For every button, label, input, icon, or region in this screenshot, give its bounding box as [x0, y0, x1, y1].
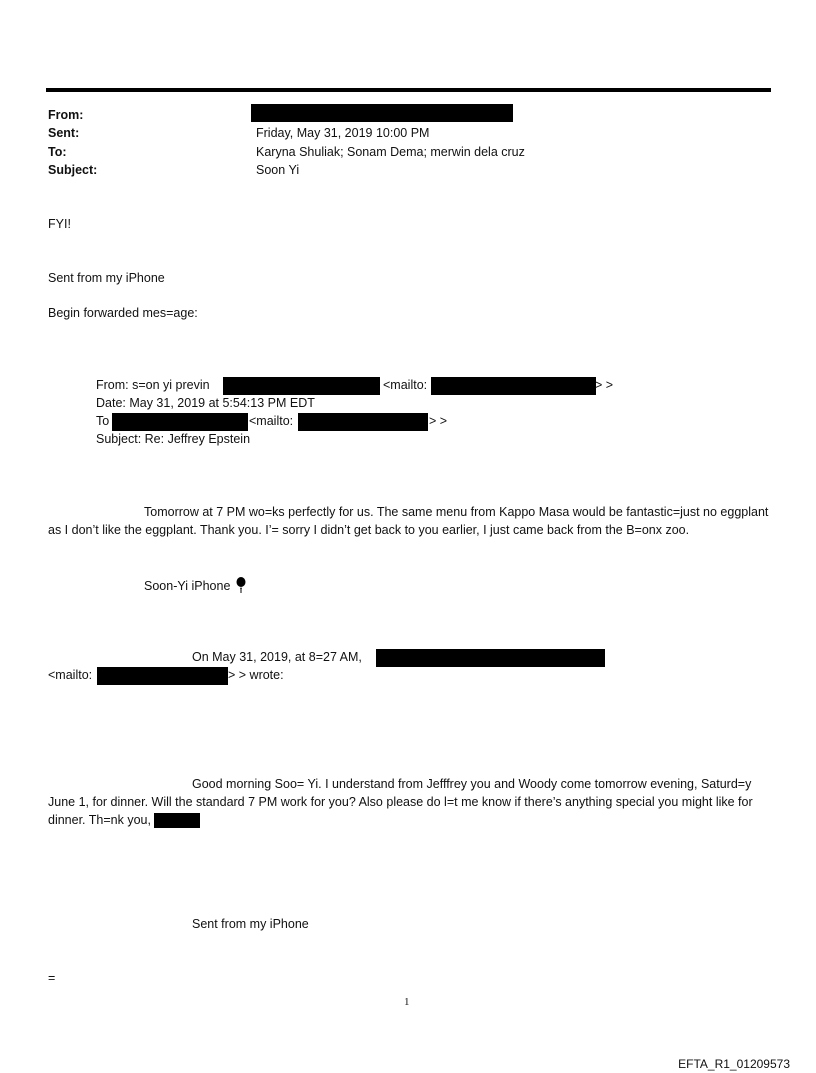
signature-text: Soon-Yi iPhone — [144, 578, 231, 593]
redaction-quoted-email — [97, 667, 228, 685]
fwd-from-mailto: <mailto: — [383, 378, 428, 392]
reply-signature — [144, 577, 246, 596]
sent-value: Friday, May 31, 2019 10:00 PM — [256, 126, 430, 140]
fwd-to-suffix: > > — [429, 414, 448, 428]
header-divider — [46, 88, 771, 92]
fwd-subject-line: Subject: Re: Jeffrey Epstein — [96, 432, 251, 446]
document-id: EFTA_R1_01209573 — [678, 1057, 790, 1071]
quoted-wrote: > > wrote: — [228, 668, 284, 682]
fwd-from-suffix: > > — [595, 378, 614, 392]
redaction-quoted-name — [376, 649, 605, 667]
sent-from-iphone: Sent from my iPhone — [48, 271, 165, 285]
fwd-to-prefix: To — [96, 414, 110, 428]
quoted-on-date: On May 31, 2019, at 8=27 AM, — [192, 650, 362, 664]
to-value: Karyna Shuliak; Sonam Dema; merwin dela cruz — [256, 145, 525, 159]
quoted-mailto: <mailto: — [48, 668, 93, 682]
trailing-equals: = — [48, 971, 56, 985]
redaction-fwd-from-email — [431, 377, 596, 395]
begin-forwarded: Begin forwarded mes=age: — [48, 306, 198, 320]
to-label: To: — [48, 145, 67, 159]
fyi-text: FYI! — [48, 217, 71, 231]
quoted-paragraph — [48, 775, 780, 829]
page-number: 1 — [404, 996, 410, 1008]
subject-value: Soon Yi — [256, 163, 300, 177]
redaction-fwd-to-email — [298, 413, 428, 431]
subject-label: Subject: — [48, 163, 98, 177]
redaction-quoted-signoff — [154, 813, 200, 828]
redaction-from — [251, 104, 513, 122]
from-label: From: — [48, 108, 84, 122]
fwd-from-prefix: From: s=on yi previn — [96, 378, 210, 392]
fwd-date-line: Date: May 31, 2019 at 5:54:13 PM EDT — [96, 396, 315, 410]
redaction-fwd-from-name — [223, 377, 380, 395]
balloon-icon — [236, 577, 246, 596]
redaction-fwd-to-name — [112, 413, 248, 431]
quoted-paragraph-text: Good morning Soo= Yi. I understand from Jefffrey you and Woody come tomorrow evening, Saturd=y June 1, for dinner. Will the standard 7 PM work for you? Also please do l=t me know if there’s anything special you might like for dinner. Th=nk you, — [48, 777, 753, 827]
sent-label: Sent: — [48, 126, 80, 140]
fwd-to-mailto: <mailto: — [249, 414, 294, 428]
reply-paragraph: Tomorrow at 7 PM wo=ks perfectly for us. The same menu from Kappo Masa would be fantastic=just no eggplant as I don’t like the eggplant. Thank you. I’= sorry I didn’t get back to you earlier, I just came back from the B=onx zoo. — [48, 505, 769, 537]
quoted-sent-from-iphone: Sent from my iPhone — [192, 917, 309, 931]
